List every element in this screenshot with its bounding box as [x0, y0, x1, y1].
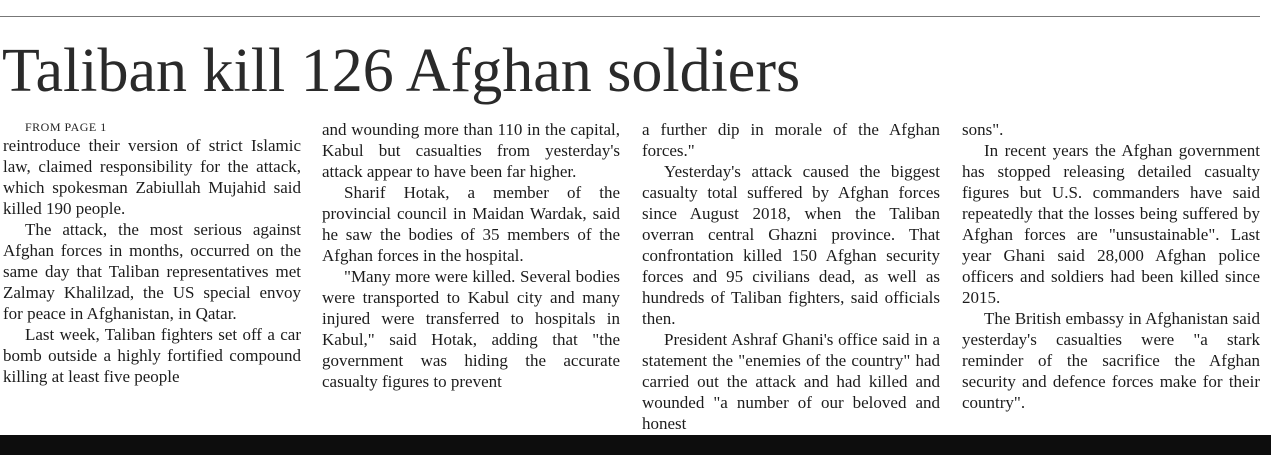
paragraph: President Ashraf Ghani's office said in a statement the "enemies of the country" had carried out the attack and had killed and wounded "a number of our beloved and honest — [642, 330, 940, 433]
paragraph: "Many more were killed. Several bodies were transported to Kabul city and many injured were transferred to hospitals in Kabul," said Hotak, adding that "the government was hiding the accurate casualty figures to prevent — [322, 267, 620, 391]
paragraph: The attack, the most serious against Afghan forces in months, occurred on the same day that Taliban representatives met Zalmay Khalilzad, the US special envoy for peace in Afghanistan, in Qatar. — [3, 220, 301, 323]
headline: Taliban kill 126 Afghan soldiers — [2, 37, 801, 105]
top-rule — [0, 16, 1260, 17]
paragraph: In recent years the Afghan government has stopped releasing detailed casualty figures but U.S. commanders have said repeatedly that the losses being suffered by Afghan forces are "unsustainable". Last year Ghani said 28,000 Afghan police officers and soldiers had been killed since 2015. — [962, 141, 1260, 307]
paragraph: The British embassy in Afghanistan said yesterday's casualties were "a stark reminder of the sacrifice the Afghan security and defence forces make for their country". — [962, 309, 1260, 412]
paragraph: Sharif Hotak, a member of the provincial council in Maidan Wardak, said he saw the bodies of 35 members of the Afghan forces in the hospital. — [322, 183, 620, 265]
article-column-2 — [322, 119, 620, 392]
paragraph: sons". — [962, 120, 1004, 139]
bottom-scan-edge — [0, 435, 1271, 455]
article-column-4 — [962, 119, 1260, 413]
paragraph: and wounding more than 110 in the capital, Kabul but casualties from yesterday's attack appear to have been far higher. — [322, 120, 620, 181]
continuation-kicker: FROM PAGE 1 — [25, 120, 107, 134]
paragraph: Last week, Taliban fighters set off a car bomb outside a highly fortified compound killing at least five people — [3, 325, 301, 386]
article-column-1 — [3, 119, 301, 387]
article-column-3 — [642, 119, 940, 434]
paragraph: reintroduce their version of strict Islamic law, claimed responsibility for the attack, which spokesman Zabiullah Mujahid said killed 190 people. — [3, 136, 301, 218]
paragraph: a further dip in morale of the Afghan forces." — [642, 120, 940, 160]
paragraph: Yesterday's attack caused the biggest casualty total suffered by Afghan forces since August 2018, when the Taliban overran central Ghazni province. That confrontation killed 150 Afghan security forces and 95 civilians dead, as well as hundreds of Taliban fighters, said officials then. — [642, 162, 940, 328]
